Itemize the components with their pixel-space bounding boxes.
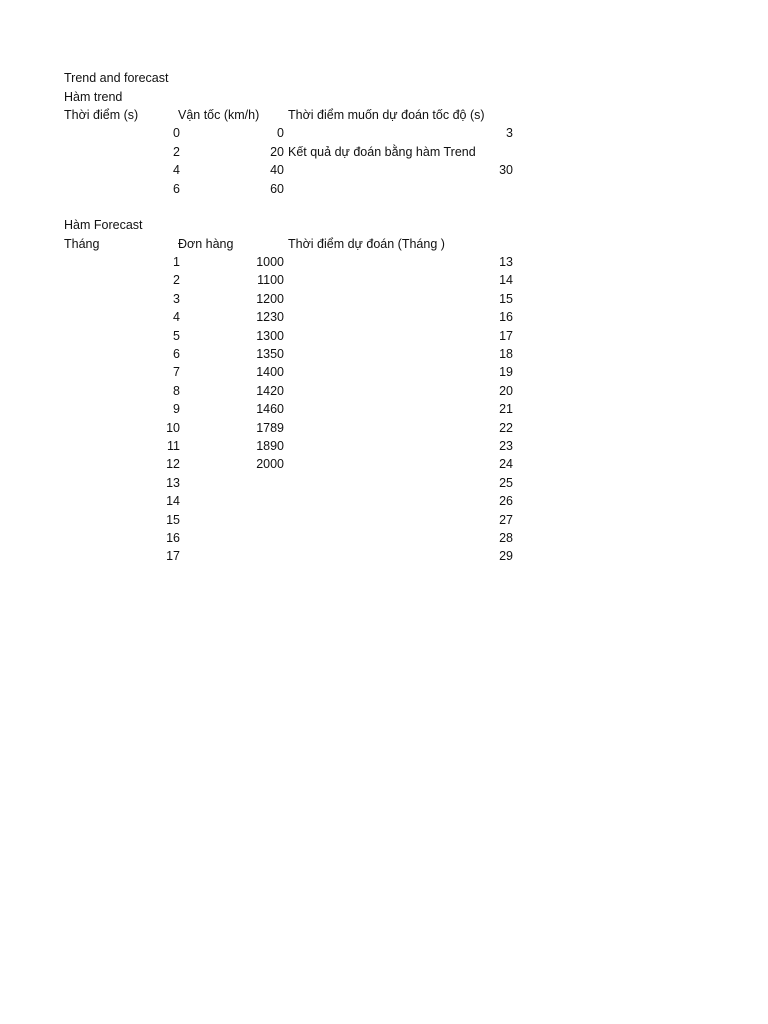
trend-speed-cell: 40 [270, 163, 284, 177]
forecast-month-cell: 11 [167, 439, 180, 453]
forecast-month-cell: 17 [166, 549, 180, 563]
forecast-orders-cell: 1420 [256, 384, 284, 398]
forecast-month-cell: 12 [166, 457, 180, 471]
forecast-predict-cell: 28 [499, 531, 513, 545]
forecast-month-cell: 4 [173, 310, 180, 324]
trend-target-value: 3 [506, 126, 513, 140]
forecast-orders-cell: 2000 [256, 457, 284, 471]
forecast-predict-cell: 26 [499, 494, 513, 508]
trend-result-label: Kết quả dự đoán bằng hàm Trend [288, 145, 476, 159]
trend-result-value: 30 [499, 163, 513, 177]
forecast-month-cell: 15 [166, 513, 180, 527]
forecast-predict-cell: 16 [499, 310, 513, 324]
forecast-predict-cell: 13 [499, 255, 513, 269]
forecast-predict-cell: 17 [499, 329, 513, 343]
forecast-predict-cell: 29 [499, 549, 513, 563]
trend-header-target: Thời điểm muốn dự đoán tốc độ (s) [288, 108, 485, 122]
forecast-header-month: Tháng [64, 237, 100, 251]
forecast-section-title: Hàm Forecast [64, 218, 143, 232]
forecast-month-cell: 2 [173, 273, 180, 287]
forecast-month-cell: 5 [173, 329, 180, 343]
forecast-month-cell: 7 [173, 365, 180, 379]
trend-time-cell: 2 [173, 145, 180, 159]
forecast-predict-cell: 15 [499, 292, 513, 306]
trend-section-title: Hàm trend [64, 90, 123, 104]
forecast-predict-cell: 24 [499, 457, 513, 471]
forecast-predict-cell: 22 [499, 421, 513, 435]
trend-time-cell: 4 [173, 163, 180, 177]
forecast-predict-cell: 18 [499, 347, 513, 361]
trend-time-cell: 0 [173, 126, 180, 140]
trend-speed-cell: 60 [270, 182, 284, 196]
forecast-predict-cell: 23 [499, 439, 513, 453]
forecast-orders-cell: 1890 [256, 439, 284, 453]
forecast-predict-cell: 21 [499, 402, 513, 416]
trend-time-cell: 6 [173, 182, 180, 196]
trend-speed-cell: 0 [277, 126, 284, 140]
forecast-predict-cell: 20 [499, 384, 513, 398]
forecast-month-cell: 16 [166, 531, 180, 545]
forecast-month-cell: 8 [173, 384, 180, 398]
forecast-predict-cell: 25 [499, 476, 513, 490]
trend-header-speed: Vận tốc (km/h) [178, 108, 260, 122]
forecast-month-cell: 13 [166, 476, 180, 490]
forecast-predict-cell: 14 [499, 273, 513, 287]
forecast-orders-cell: 1300 [256, 329, 284, 343]
forecast-orders-cell: 1350 [256, 347, 284, 361]
forecast-month-cell: 6 [173, 347, 180, 361]
forecast-orders-cell: 1400 [256, 365, 284, 379]
trend-speed-cell: 20 [270, 145, 284, 159]
forecast-month-cell: 14 [166, 494, 180, 508]
forecast-month-cell: 10 [166, 421, 180, 435]
forecast-orders-cell: 1230 [256, 310, 284, 324]
trend-header-time: Thời điểm (s) [64, 108, 139, 122]
forecast-predict-cell: 27 [499, 513, 513, 527]
forecast-predict-cell: 19 [499, 365, 513, 379]
forecast-month-cell: 1 [173, 255, 180, 269]
sheet-title: Trend and forecast [64, 71, 169, 85]
forecast-orders-cell: 1460 [256, 402, 284, 416]
forecast-orders-cell: 1200 [256, 292, 284, 306]
forecast-orders-cell: 1100 [257, 273, 284, 287]
forecast-header-orders: Đơn hàng [178, 237, 234, 251]
forecast-header-predict: Thời điểm dự đoán (Tháng ) [288, 237, 445, 251]
forecast-orders-cell: 1000 [256, 255, 284, 269]
forecast-month-cell: 9 [173, 402, 180, 416]
forecast-orders-cell: 1789 [256, 421, 284, 435]
forecast-month-cell: 3 [173, 292, 180, 306]
